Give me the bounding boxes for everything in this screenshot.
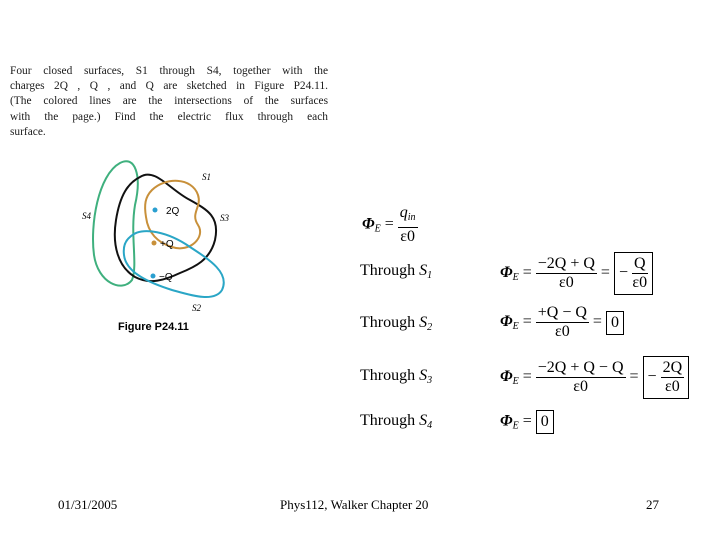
surfaces-figure <box>80 155 250 315</box>
problem-line-4: with the page.) Find the electric flux through each <box>10 110 328 123</box>
charge-plus-q-dot <box>152 241 157 246</box>
row-s3-result: − $\frac{2Q}{\varepsilon 0}$ <box>643 356 690 399</box>
charge-plus-q-label: +Q <box>160 239 174 250</box>
gauss-fraction: $\frac{q_{in}}{\varepsilon 0}$ <box>399 204 416 245</box>
row-s4-result: 0 <box>536 410 554 434</box>
surface-s3-curve <box>115 175 216 282</box>
row-s4-equation: $\Phi_E = 0$ <box>500 410 554 434</box>
problem-line-2: charges 2Q , Q , and Q are sketched in Figure P24.11. <box>10 80 328 93</box>
charge-minus-q-dot <box>151 274 156 279</box>
surface-s3-label: S3 <box>220 213 229 223</box>
gauss-law: $\Phi_E$ = $\frac{q_{in}}{\varepsilon 0}$ <box>362 204 416 245</box>
row-s1-result: − $\frac{Q}{\varepsilon 0}$ <box>614 252 653 295</box>
footer-title: Phys112, Walker Chapter 20 <box>280 497 429 512</box>
figure-caption: Figure P24.11 <box>118 321 189 333</box>
row-s3-label: Through $S_3$ <box>360 367 433 386</box>
charge-minus-q-label: −Q <box>159 272 173 283</box>
problem-line-3: (The colored lines are the intersections of the surfaces <box>10 95 328 108</box>
row-s4-label: Through $S_4$ <box>360 412 433 431</box>
phi-symbol: Φ <box>362 215 375 233</box>
row-s2-equation: $\Phi_E$ = $\frac{+Q - Q}{\varepsilon 0}$ = 0 <box>500 304 624 341</box>
problem-line-5: surface. <box>10 125 46 136</box>
charge-2q-label: 2Q <box>166 206 180 217</box>
row-s1-label: Through $S_1$ <box>360 262 433 281</box>
problem-statement <box>10 64 328 136</box>
problem-line-1: Four closed surfaces, S1 through S4, together with the <box>10 65 328 77</box>
surface-s4-label: S4 <box>82 211 91 221</box>
footer-page-number: 27 <box>646 497 659 512</box>
surface-s2-curve <box>124 231 224 297</box>
footer-date: 01/31/2005 <box>58 497 118 512</box>
row-s3-equation: $\Phi_E$ = $\frac{-2Q + Q - Q}{\varepsilon 0}$ = − $\frac{2Q}{\varepsilon 0}$ <box>500 356 689 399</box>
surface-s1-label: S1 <box>202 172 211 182</box>
row-s1-equation: $\Phi_E$ = $\frac{-2Q + Q}{\varepsilon 0}$ = − $\frac{Q}{\varepsilon 0}$ <box>500 252 653 295</box>
row-s2-label: Through $S_2$ <box>360 314 433 333</box>
row-s2-result: 0 <box>606 311 624 335</box>
charge-2q-dot <box>153 208 158 213</box>
surface-s2-label: S2 <box>192 303 201 313</box>
